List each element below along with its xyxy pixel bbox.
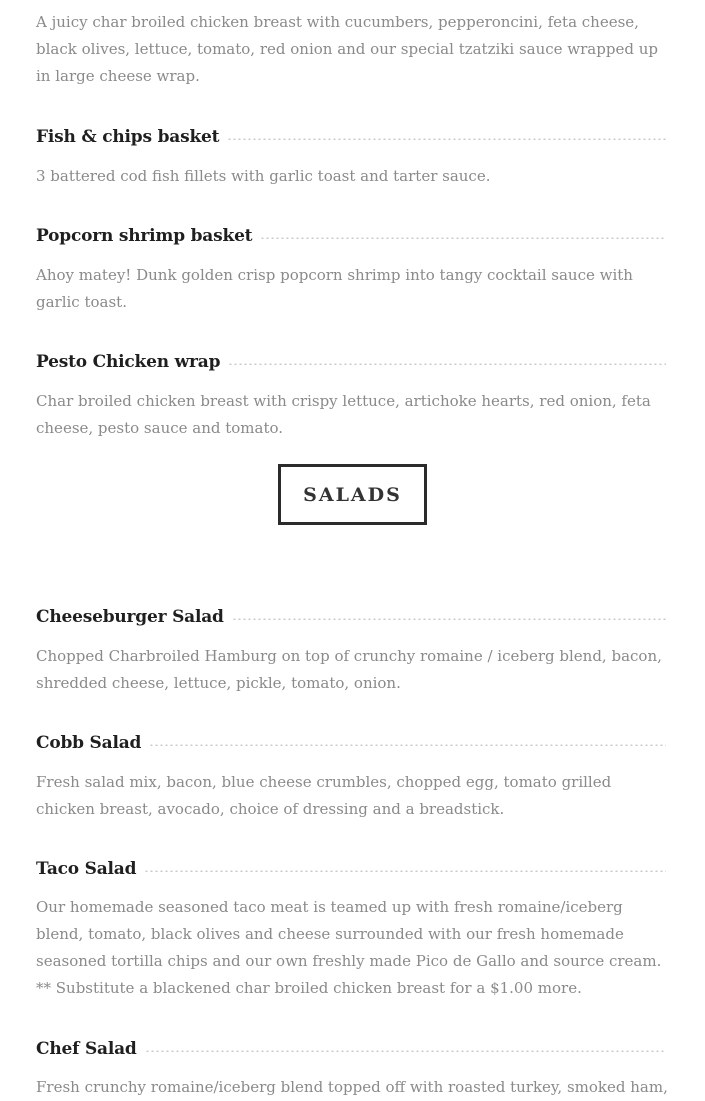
section-heading-salads: SALADS (278, 464, 427, 525)
item-title: Cobb Salad (36, 733, 142, 753)
menu-item (36, 352, 670, 380)
item-title: Chef Salad (36, 1039, 137, 1059)
dot-leader (232, 618, 666, 620)
item-description: A juicy char broiled chicken breast with cucumbers, pepperoncini, feta cheese, black olives, lettuce, tomato, red onion and our special tzatziki sauce wrapped up in large cheese wrap. (36, 13, 658, 85)
item-description: Ahoy matey! Dunk golden crisp popcorn shrimp into tangy cocktail sauce with garlic toast. (36, 266, 633, 311)
dot-leader (227, 138, 666, 140)
item-description: 3 battered cod fish fillets with garlic toast and tarter sauce. (36, 167, 491, 185)
dot-leader (144, 870, 666, 872)
item-description: Char broiled chicken breast with crispy lettuce, artichoke hearts, red onion, feta cheese, pesto sauce and tomato. (36, 392, 651, 437)
item-description: Fresh crunchy romaine/iceberg blend topped off with roasted turkey, smoked ham, (36, 1078, 668, 1096)
dot-leader (228, 363, 666, 365)
dot-leader (260, 237, 666, 239)
item-description: Chopped Charbroiled Hamburg on top of crunchy romaine / iceberg blend, bacon, shredded cheese, lettuce, pickle, tomato, onion. (36, 647, 662, 692)
menu-item (36, 859, 670, 887)
item-title: Cheeseburger Salad (36, 607, 224, 627)
menu-item (36, 1039, 670, 1067)
item-description: Fresh salad mix, bacon, blue cheese crumbles, chopped egg, tomato grilled chicken breast, avocado, choice of dressing and a breadstick. (36, 773, 612, 818)
item-description: Our homemade seasoned taco meat is teamed up with fresh romaine/iceberg blend, tomato, black olives and cheese surrounded with our fresh homemade seasoned tortilla chips and our own freshly made Pico de Gallo and source cream. ** Substitute a blackened char broiled chicken breast for a $1.00 more. (36, 898, 662, 997)
item-title: Fish & chips basket (36, 127, 220, 147)
item-title: Pesto Chicken wrap (36, 352, 221, 372)
menu-item (36, 733, 670, 761)
dot-leader (145, 1050, 666, 1052)
menu-item (36, 226, 670, 254)
item-title: Popcorn shrimp basket (36, 226, 253, 246)
item-title: Taco Salad (36, 859, 137, 879)
menu-item (36, 127, 670, 155)
menu-item (36, 607, 670, 635)
dot-leader (149, 744, 666, 746)
